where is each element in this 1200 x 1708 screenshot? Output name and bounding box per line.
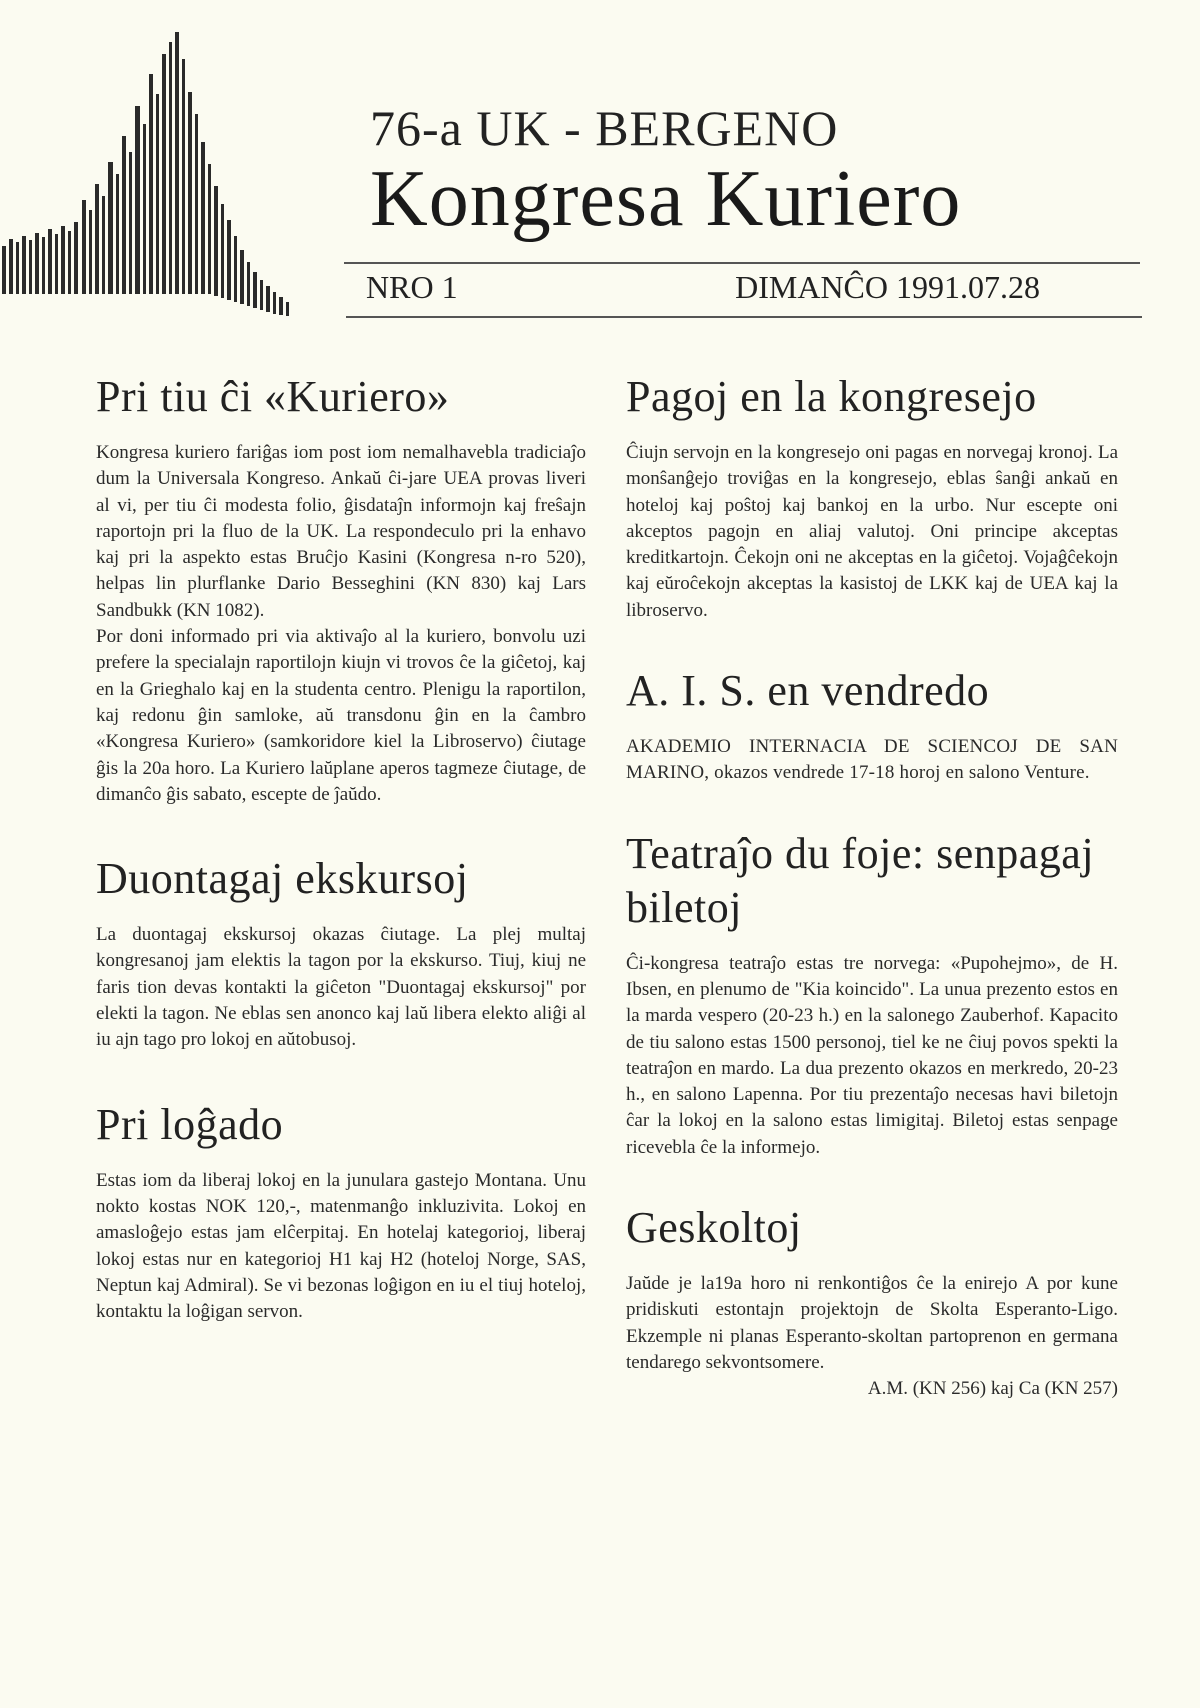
masthead — [370, 100, 1140, 242]
article-geskoltoj — [626, 1201, 1118, 1402]
article-paragraph: AKADEMIO INTERNACIA DE SCIENCOJ DE SAN MARINO, okazos vendrede 17-18 horoj en salono Venture. — [626, 736, 1118, 784]
article-signature: A.M. (KN 256) kaj Ca (KN 257) — [867, 1378, 1118, 1400]
article-paragraph: Ĉi-kongresa teatraĵo estas tre norvega: «Pupohejmo», de H. Ibsen, en plenumo de "Kia koincido". La unua prezento estos en la marda vespero (20-23 h.) en la salonego Zauberhof. Kapacito de tiu salono estas 1500 personoj, tiel ke ne ĉiuj povos spekti la teatraĵon en mardo. La dua prezento okazos en merkredo, 20-23 h., en salono Lapenna. Por tiu prezentaĵo necesas havi biletojn ĉar la lokoj en la salono estas limigitaj. Biletoj estas senpage ricevebla ĉe la informejo. — [626, 952, 1118, 1158]
masthead-rule-top — [344, 262, 1140, 264]
masthead-rule-bottom — [346, 316, 1142, 318]
article-pri-logado — [96, 1098, 586, 1326]
article-paragraph: Jaŭde je la19a horo ni renkontiĝos ĉe la enirejo A por kune pridiskuti estontajn projektojn de Skolta Esperanto-Ligo. Ekzemple ni planas Esperanto-skoltan partoprenon en germana tendarego sekvontsomere. — [626, 1273, 1118, 1373]
issue-date: DIMANĈO 1991.07.28 — [735, 269, 1040, 305]
article-heading: Pri loĝado — [96, 1099, 284, 1149]
article-paragraph: La duontagaj ekskursoj okazas ĉiutage. La plej multaj kongresanoj jam elektis la tagon por la ekskurso. Tiuj, kiuj ne faris tion devas kontakti la giĉeton "Duontagaj ekskursoj" por elekti la tagon. Ne eblas sen anonco kaj laŭ libera elekto aliĝi al iu ajn tago pro lokoj en aŭtobusoj. — [96, 924, 586, 1051]
article-heading: A. I. S. en vendredo — [626, 666, 990, 716]
newsletter-title: Kongresa Kuriero — [370, 155, 962, 243]
article-heading: Pri tiu ĉi «Kuriero» — [96, 372, 450, 421]
article-pagoj — [626, 370, 1118, 624]
article-duontagaj-ekskursoj — [96, 852, 586, 1053]
issue-number: NRO 1 — [366, 269, 458, 305]
article-heading: Teatraĵo du foje: senpagaj biletoj — [626, 828, 1095, 932]
congress-subtitle: 76-a UK - BERGENO — [370, 100, 839, 156]
left-column — [96, 370, 586, 1325]
article-teatrajo — [626, 827, 1118, 1161]
article-paragraph: Ĉiujn servojn en la kongresejo oni pagas en norvegaj kronoj. La monŝanĝejo troviĝas en la kongresejo, eblas ŝanĝi ankaŭ en hoteloj kaj poŝtoj kaj bankoj en la urbo. Nur escepte oni akceptos pagojn en aliaj valutoj. Oni principe akceptas kreditkartojn. Ĉekojn oni ne akceptas en la giĉetoj. Vojaĝĉekojn kaj eŭroĉekojn akceptas la kasistoj de LKK kaj de UEA kaj la libroservo. — [626, 442, 1118, 621]
article-paragraph: Kongresa kuriero fariĝas iom post iom nemalhavebla tradiciaĵo dum la Universala Kongreso. Ankaŭ ĉi-jare UEA provas liveri al vi, per tiu ĉi modesta folio, ĝisdataĵn informojn kaj freŝajn raportojn pri la fluo de la UK. La respondeculo pri la enhavo kaj pri la aspekto estas Bruĉjo Kasini (Kongresa n-ro 520), helpas lin plurflanke Dario Besseghini (KN 830) kaj Lars Sandbukk (KN 1082). — [96, 442, 586, 621]
article-paragraph: Estas iom da liberaj lokoj en la junulara gastejo Montana. Unu nokto kostas NOK 120,-, matenmanĝo inkluzivita. Lokoj en amasloĝejo estas jam elĉerpitaj. En hotelaj kategorioj, liberaj lokoj estas nur en kategorioj H1 kaj H2 (hoteloj Norge, SAS, Neptun kaj Admiral). Se vi bezonas loĝigon en iu el tiuj hoteloj, kontaktu la loĝigan servon. — [96, 1169, 586, 1323]
article-heading: Pagoj en la kongresejo — [626, 372, 1037, 421]
issue-line — [366, 268, 1040, 306]
congress-logo — [0, 14, 300, 319]
article-heading: Geskoltoj — [626, 1203, 802, 1253]
right-column — [626, 370, 1118, 1402]
article-heading: Duontagaj ekskursoj — [96, 854, 469, 904]
article-ais-en-vendredo — [626, 664, 1118, 787]
article-paragraph: Por doni informado pri via aktivaĵo al la kuriero, bonvolu uzi prefere la specialajn raportilojn kiujn vi trovos ĉe la giĉetoj, kaj en la Grieghalo kaj en la studenta centro. Plenigu la raportilon, kaj redonu ĝin samloke, aŭ transdonu ĝin en la ĉambro «Kongresa Kuriero» (samkoridore kiel la Libroservo) ĉiutage ĝis la 20a horo. La Kuriero laŭplane aperos tagmeze ĉiutage, de dimanĉo ĝis sabato, escepte de ĵaŭdo. — [96, 626, 586, 805]
article-pri-tiu-ci-kuriero — [96, 370, 586, 808]
